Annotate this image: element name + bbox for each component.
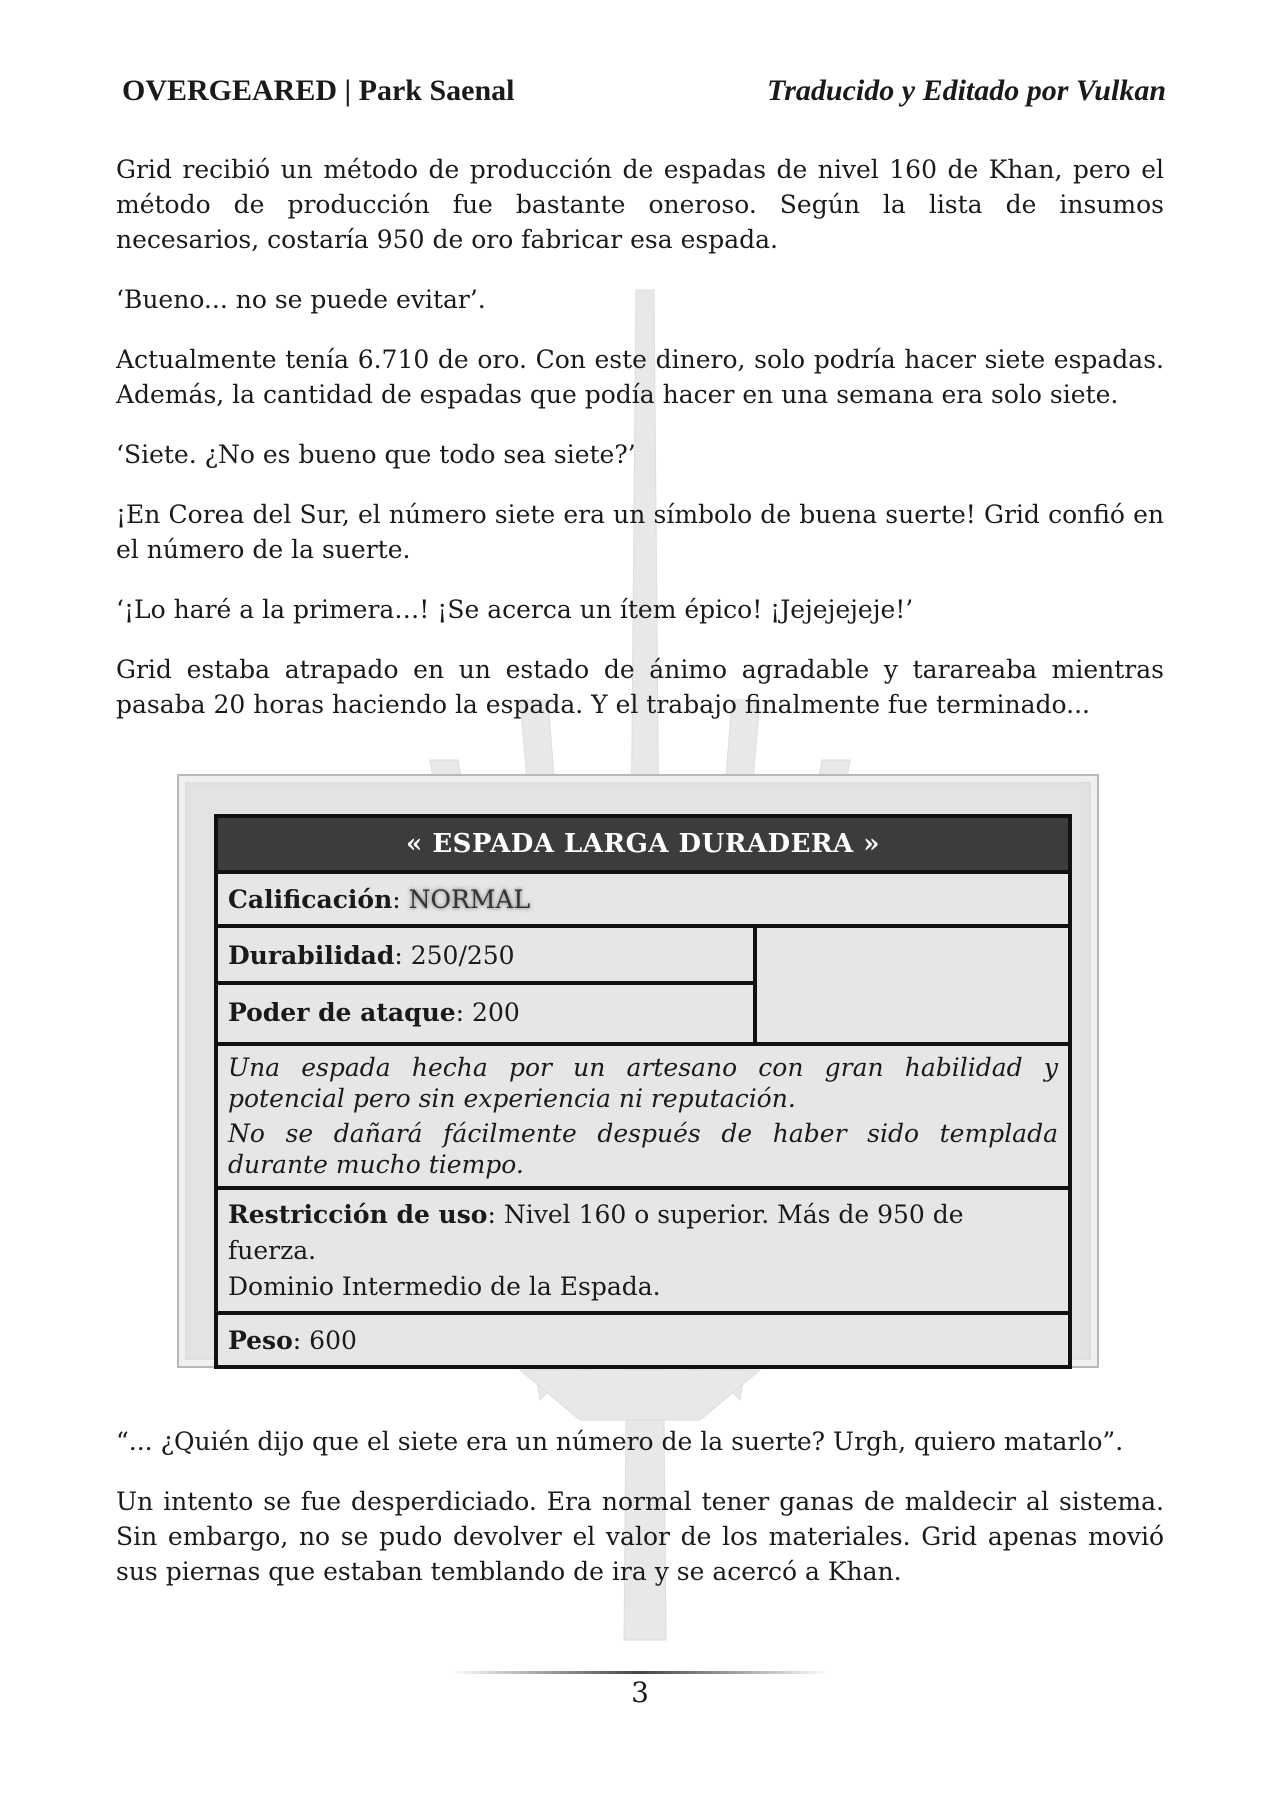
item-grade-row: Calificación: NORMAL	[218, 874, 1068, 928]
body-text-bottom	[116, 1424, 1164, 1614]
paragraph: Actualmente tenía 6.710 de oro. Con este dinero, solo podría hacer siete espadas. Además, la cantidad de espadas que podía hacer en una semana era solo siete.	[116, 345, 1164, 409]
attack-label: Poder de ataque	[228, 998, 456, 1027]
durability-label: Durabilidad	[228, 941, 395, 970]
item-card	[214, 814, 1072, 1369]
description-line: Una espada hecha por un artesano con gran habilidad y potencial pero sin experiencia ni reputación.	[228, 1053, 1058, 1113]
weight-label: Peso	[228, 1326, 293, 1355]
restriction-row: Restricción de uso: Nivel 160 o superior. Más de 950 de fuerza. Dominio Intermedio de la Espada.	[218, 1190, 1068, 1315]
paragraph: Grid estaba atrapado en un estado de ánimo agradable y tarareaba mientras pasaba 20 horas haciendo la espada. Y el trabajo finalmente fue terminado...	[116, 655, 1164, 719]
grade-label: Calificación	[228, 885, 393, 914]
durability-row: Durabilidad: 250/250	[218, 928, 753, 985]
restriction-value: Nivel 160 o superior. Más de 950 de fuerza.	[228, 1200, 964, 1265]
item-description	[218, 1046, 1068, 1190]
paragraph: Grid recibió un método de producción de espadas de nivel 160 de Khan, pero el método de producción fue bastante oneroso. Según la lista de insumos necesarios, costaría 950 de oro fabricar esa espada.	[116, 155, 1164, 254]
header-title: OVERGEARED | Park Saenal	[122, 74, 515, 107]
attack-value: 200	[472, 998, 520, 1027]
weight-value: 600	[309, 1326, 357, 1355]
paragraph: ‘Siete. ¿No es bueno que todo sea siete?’	[116, 440, 636, 469]
grade-value: NORMAL	[408, 885, 531, 914]
header-credit: Traducido y Editado por Vulkan	[767, 74, 1166, 107]
paragraph: ‘Bueno... no se puede evitar’.	[116, 285, 486, 314]
restriction-label: Restricción de uso	[228, 1200, 488, 1229]
weight-row: Peso: 600	[228, 1326, 357, 1355]
body-text-top	[116, 152, 1164, 747]
page-header	[122, 74, 1166, 114]
item-info-frame	[177, 774, 1099, 1368]
paragraph: “... ¿Quién dijo que el siete era un número de la suerte? Urgh, quiero matarlo”.	[116, 1427, 1124, 1456]
description-line: No se dañará fácilmente después de haber sido templada durante mucho tiempo.	[228, 1119, 1058, 1179]
page-number: 3	[631, 1676, 649, 1709]
paragraph: Un intento se fue desperdiciado. Era normal tener ganas de maldecir al sistema. Sin embargo, no se pudo devolver el valor de los materiales. Grid apenas movió sus piernas que estaban temblando de ira y se acercó a Khan.	[116, 1487, 1164, 1586]
item-image-slot	[757, 928, 1068, 1042]
durability-value: 250/250	[410, 941, 515, 970]
paragraph: ¡En Corea del Sur, el número siete era un símbolo de buena suerte! Grid confió en el número de la suerte.	[116, 500, 1164, 564]
item-title: « ESPADA LARGA DURADERA »	[218, 818, 1068, 874]
attack-row: Poder de ataque: 200	[228, 998, 520, 1027]
restriction-value-2: Dominio Intermedio de la Espada.	[228, 1272, 661, 1301]
item-stats	[218, 928, 1068, 1046]
paragraph: ‘¡Lo haré a la primera…! ¡Se acerca un ítem épico! ¡Jejejejeje!’	[116, 595, 914, 624]
